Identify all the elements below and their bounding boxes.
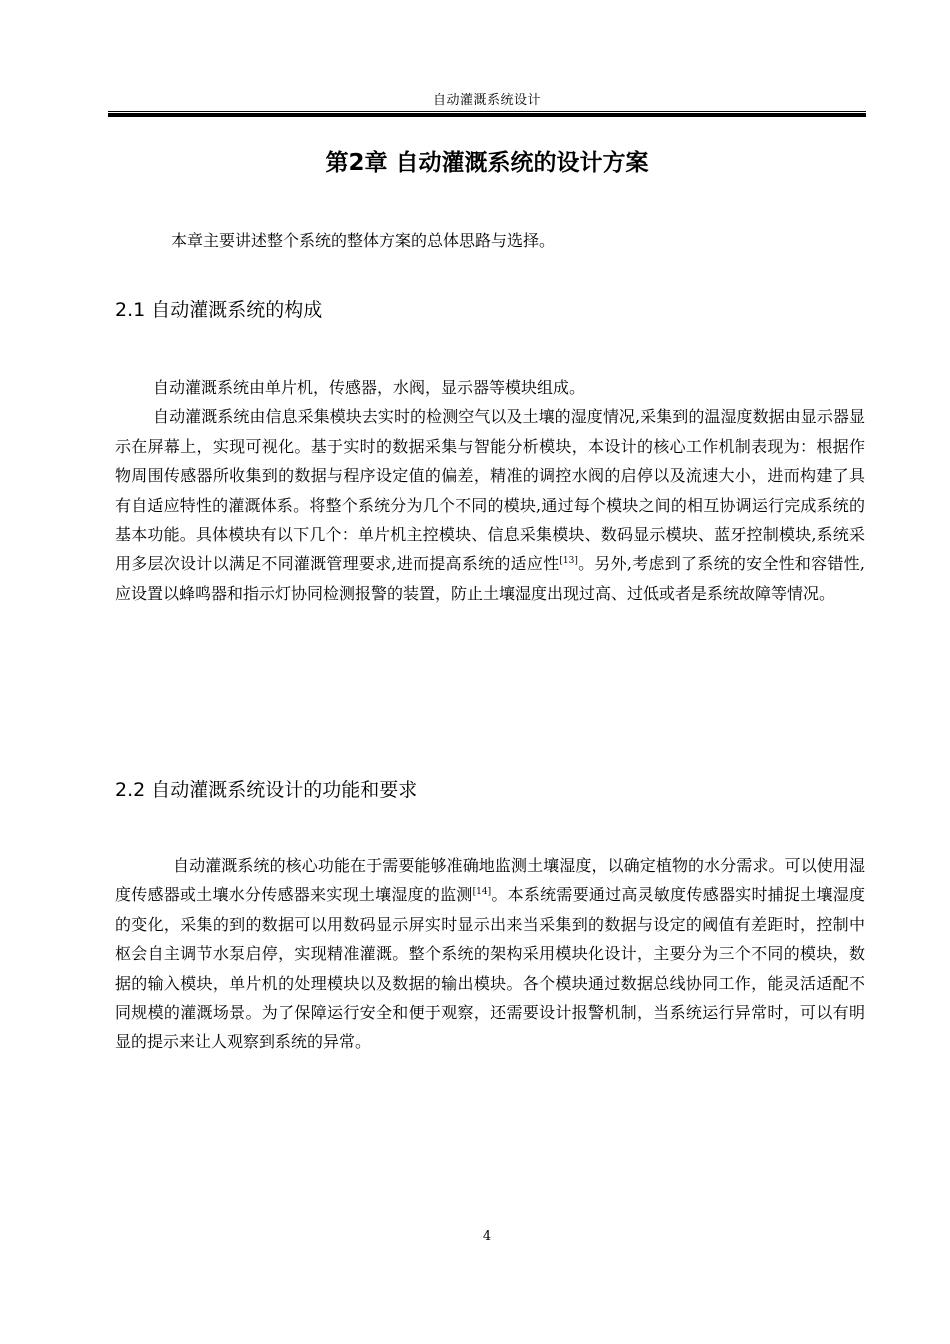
paragraph (115, 851, 865, 1057)
paragraph (115, 402, 865, 608)
section-title-2-1: 2.1 自动灌溉系统的构成 (115, 299, 323, 321)
running-header: 自动灌溉系统设计 (432, 93, 541, 108)
chapter-intro: 本章主要讲述整个系统的整体方案的总体思路与选择。 (171, 231, 556, 250)
citation-ref: [13] (559, 556, 578, 567)
section-title-2-2: 2.2 自动灌溉系统设计的功能和要求 (115, 779, 418, 801)
paragraph-text: 。另外,考虑到了系统的安全性和容错性,应设置以蜂鸣器和指示灯协同检测报警的装置，防止土壤湿度出现过高、过低或者是系统故障等情况。 (115, 554, 865, 603)
paragraph-text: 自动灌溉系统的核心功能在于需要能够准确地监测土壤湿度，以确定植物的水分需求。可以使用湿度传感器或土壤水分传感器来实现土壤湿度的监测 (115, 856, 865, 905)
paragraph: 自动灌溉系统由单片机，传感器，水阀，显示器等模块组成。 (153, 378, 586, 397)
paragraph-text: 自动灌溉系统由信息采集模块去实时的检测空气以及土壤的湿度情况,采集到的温湿度数据由显示器显示在屏幕上，实现可视化。基于实时的数据采集与智能分析模块，本设计的核心工作机制表现为：根据作物周围传感器所收集到的数据与程序设定值的偏差，精准的调控水阀的启停以及流速大小，进而构建了具有自适应特性的灌溉体系。将整个系统分为几个不同的模块,通过每个模块之间的相互协调运行完成系统的基本功能。具体模块有以下几个：单片机主控模块、信息采集模块、数码显示模块、蓝牙控制模块,系统采用多层次设计以满足不同灌溉管理要求,进而提高系统的适应性 (115, 407, 865, 574)
citation-ref: [14] (472, 887, 492, 898)
header-rule-thick (108, 113, 866, 117)
section-2-1-body (115, 373, 865, 608)
header-rule-thin (108, 111, 866, 112)
paragraph-text: 。本系统需要通过高灵敏度传感器实时捕捉土壤湿度的变化，采集的到的数据可以用数码显示屏实时显示出来当采集到的数据与设定的阈值有差距时，控制中枢会自主调节水泵启停，实现精准灌溉。整个系统的架构采用模块化设计，主要分为三个不同的模块，数据的输入模块，单片机的处理模块以及数据的输出模块。各个模块通过数据总线协同工作，能灵活适配不同规模的灌溉场景。为了保障运行安全和便于观察，还需要设计报警机制，当系统运行异常时，可以有明显的提示来让人观察到系统的异常。 (115, 885, 865, 1052)
page-number: 4 (482, 1229, 492, 1244)
chapter-title: 第2章 自动灌溉系统的设计方案 (325, 150, 649, 176)
section-2-2-body (115, 851, 865, 1057)
